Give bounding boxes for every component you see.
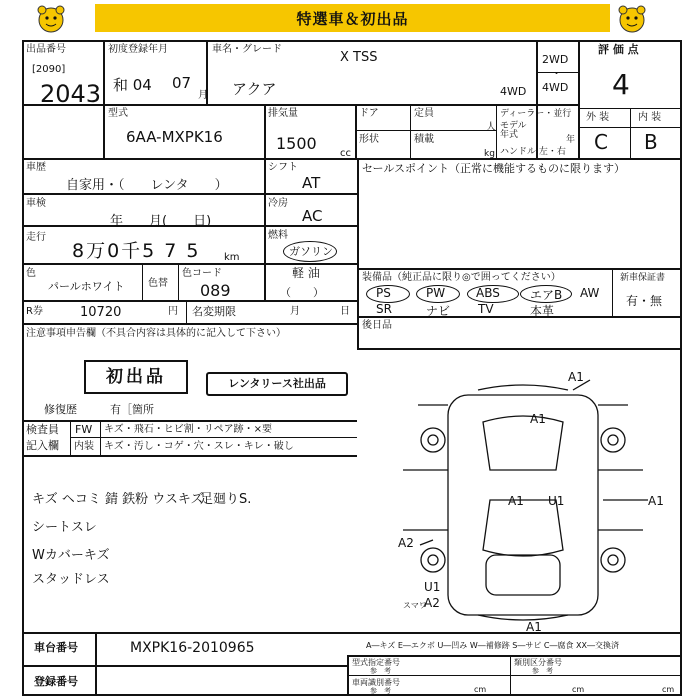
first-listing-stamp: 初出品	[84, 360, 188, 394]
drive-opt-dot: ・	[551, 67, 562, 80]
name-change-label: 名変期限	[192, 305, 236, 318]
color-code: 089	[200, 281, 231, 300]
equip-tv: TV	[478, 302, 494, 316]
chassis-value: MXPK16-2010965	[130, 640, 255, 656]
equip-aw: AW	[580, 286, 600, 300]
exterior-label: 外 装	[586, 112, 610, 123]
registration-label: 登録番号	[34, 675, 78, 688]
lot-sub: [2090]	[32, 64, 66, 75]
note-2: 足廻りS.	[200, 492, 252, 507]
equip-sr: SR	[376, 302, 392, 316]
dealer-line1: ディーラー・並行	[500, 109, 572, 119]
sales-point-label: セールスポイント（正常に機能するものに限ります）	[362, 162, 626, 175]
recycle-label: R券	[26, 306, 43, 317]
note-1: キズ ヘコミ 錆 鉄粉 ウスキズ	[32, 492, 204, 507]
displacement-value: 1500	[276, 134, 317, 153]
drive-opt-2wd: 2WD	[542, 53, 569, 66]
car-name: アクア	[232, 80, 277, 98]
cm-unit-2: cm	[572, 685, 585, 694]
first-reg-month-unit: 月	[198, 90, 208, 101]
cm-unit-1: cm	[474, 685, 487, 694]
name-change-day: 日	[340, 306, 350, 317]
car-drive: 4WD	[500, 85, 527, 98]
fw-label: FW	[75, 423, 93, 436]
chassis-label: 車台番号	[34, 641, 78, 654]
damage-a2-left: A2	[398, 536, 414, 550]
grade-score: 4	[612, 68, 630, 101]
mascot-right-icon	[615, 4, 649, 34]
damage-a1-right: A1	[648, 494, 664, 508]
history-value: 自家用・（ レンタ ）	[66, 178, 228, 193]
type-approval-label: 型式指定番号	[352, 658, 400, 667]
inspection-value: 年 月( 日)	[110, 214, 212, 229]
fuel-gas: ガソリン	[289, 245, 333, 258]
vehicle-id-label: 車両識別番号	[352, 678, 400, 687]
damage-u1-rear: U1	[424, 580, 441, 594]
inspector-label-2: 記入欄	[26, 439, 59, 452]
warranty-value: 有・無	[626, 294, 663, 308]
equip-leather: 本革	[530, 304, 555, 318]
shift-label: シフト	[268, 162, 298, 173]
vehicle-id-sub: 参 考	[370, 687, 391, 695]
ac-label: 冷房	[268, 198, 288, 209]
first-reg-month: 07	[172, 74, 192, 92]
shift-value: AT	[302, 174, 321, 192]
page-header	[0, 0, 700, 38]
inspection-label: 車検	[26, 198, 46, 209]
dealer-line4: ハンドル 左・右	[500, 147, 566, 157]
dealer-line3: 年	[566, 135, 576, 145]
mileage-unit: km	[224, 252, 240, 263]
lot-number: 2043	[40, 80, 102, 108]
damage-a1-top: A1	[568, 370, 584, 384]
drive-opt-4wd: 4WD	[542, 81, 569, 94]
interior-grade: B	[644, 130, 658, 154]
load-label: 積載	[414, 134, 434, 145]
car-name-label: 車名・グレード	[212, 44, 282, 55]
equip-ps: PS	[376, 286, 391, 300]
fuel-label: 燃料	[268, 230, 288, 241]
grade-label: 評 価 点	[598, 43, 639, 56]
damage-a1-hood: A1	[508, 494, 524, 508]
category-label: 類別区分番号	[514, 658, 562, 667]
mascot-left-icon	[34, 4, 68, 34]
color-value: パールホワイト	[48, 280, 125, 293]
load-unit: kg	[484, 149, 495, 159]
damage-a1-roof: A1	[530, 412, 546, 426]
color-label: 色	[26, 268, 36, 279]
equipment-label: 装備品（純正品に限り◎で囲ってください）	[362, 272, 561, 283]
displacement-label: 排気量	[268, 108, 298, 119]
model-label: 型式	[108, 108, 128, 119]
name-change-month: 月	[290, 306, 300, 317]
type-approval-sub: 参 考	[370, 667, 391, 675]
capacity-unit: 人	[486, 122, 496, 133]
interior-items: キズ・汚し・コゲ・穴・スレ・キレ・破し	[104, 441, 294, 452]
cm-unit-3: cm	[662, 685, 675, 694]
category-sub: 参 考	[532, 667, 553, 675]
lot-label: 出品番号	[26, 44, 66, 55]
first-reg-label: 初度登録年月	[108, 44, 168, 55]
shape-label: 形状	[359, 134, 379, 145]
interior-label: 内 装	[638, 112, 662, 123]
doors-label: ドア	[359, 108, 379, 119]
mileage-value: 8万0千5 7 5	[72, 240, 201, 262]
equip-abs: ABS	[476, 286, 500, 300]
equip-navi: ナビ	[426, 304, 451, 318]
rental-lease-stamp: レンタリース社出品	[206, 372, 348, 396]
interior-section-label: 内装	[74, 441, 94, 452]
notice-label: 注意事項申告欄（不具合内容は具体的に記入して下さい）	[26, 328, 286, 339]
inspector-label-1: 検査員	[26, 423, 59, 436]
fuel-diesel: 軽 油	[292, 266, 320, 280]
car-damage-diagram	[358, 350, 682, 632]
note-3: シートスレ	[32, 520, 97, 535]
damage-u1: U1	[548, 494, 565, 508]
repair-value: 有［箇所	[110, 403, 154, 416]
damage-a2-rear: A2	[424, 596, 440, 610]
color-change-label: 色替	[148, 278, 168, 289]
recycle-unit: 円	[168, 306, 178, 317]
repair-label: 修復歴	[44, 403, 77, 416]
capacity-label: 定員	[414, 108, 434, 119]
fuel-other: （ ）	[280, 286, 324, 299]
damage-legend: A―キズ E―エクボ U―凹み W―補修跡 S―サビ C―腐食 XX―交換済	[366, 641, 620, 650]
header-title: 特選車＆初出品	[95, 4, 610, 32]
mileage-label: 走行	[26, 232, 46, 243]
note-5: スタッドレス	[32, 572, 110, 587]
model-value: 6AA-MXPK16	[126, 128, 223, 146]
dealer-line2: モデル年式	[500, 121, 527, 140]
first-reg-era: 和 04	[113, 76, 152, 94]
recycle-value: 10720	[80, 305, 122, 320]
ac-value: AC	[302, 207, 323, 225]
exterior-grade: C	[594, 130, 608, 154]
equip-airbag: エアB	[530, 288, 563, 302]
history-label: 車歴	[26, 162, 46, 173]
color-code-label: 色コード	[182, 268, 222, 279]
warranty-label: 新車保証書	[620, 273, 666, 283]
car-grade: X TSS	[340, 50, 378, 65]
displacement-unit: cc	[340, 148, 351, 159]
rear-seat-label: 後日品	[362, 320, 392, 331]
equip-pw: PW	[426, 286, 446, 300]
fw-items: キズ・飛石・ヒビ割・リペア跡・×要	[104, 424, 272, 435]
damage-sumawa: スマワ	[403, 601, 427, 610]
note-4: Wカバーキズ	[32, 548, 110, 563]
damage-a1-bottom: A1	[526, 620, 542, 634]
